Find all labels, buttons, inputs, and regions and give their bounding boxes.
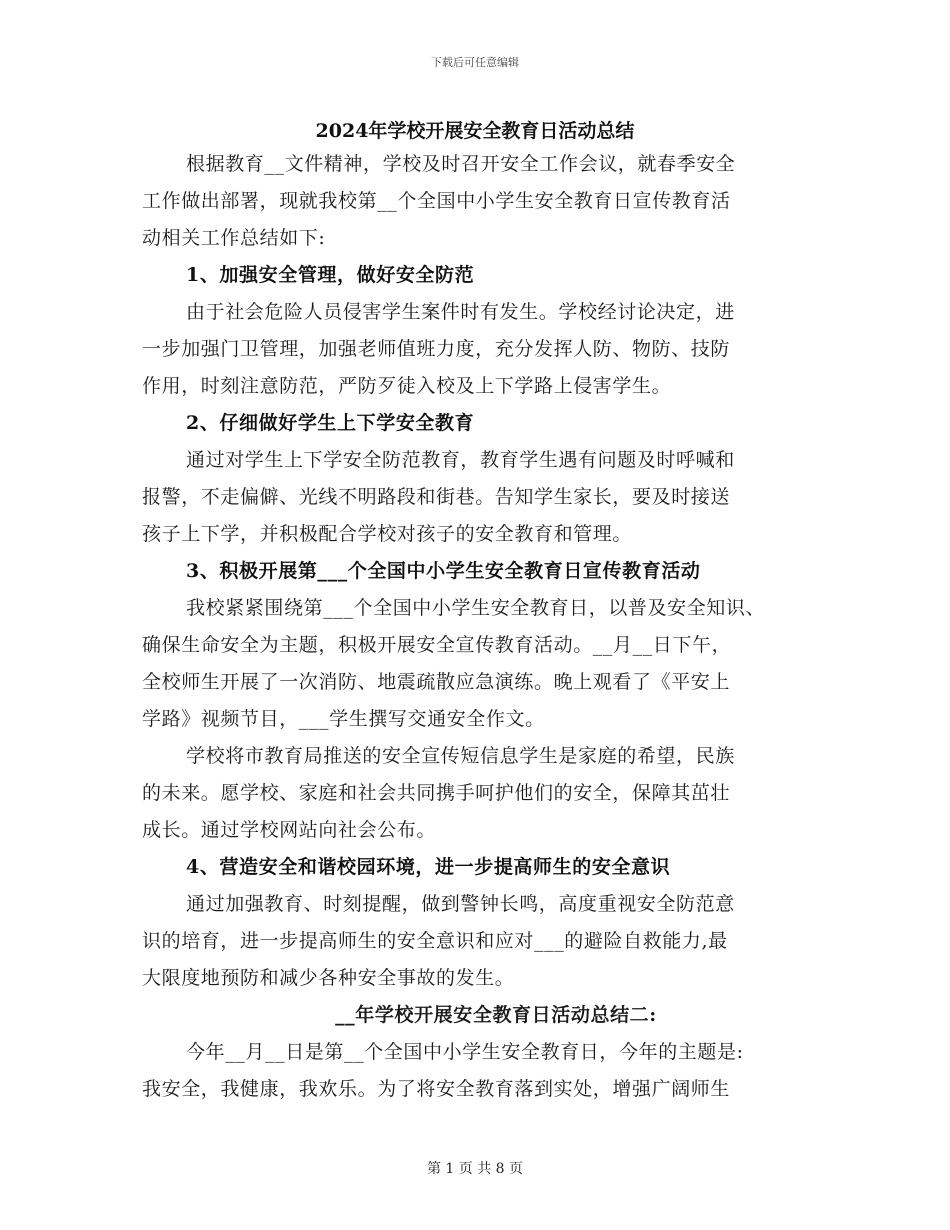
section-3b-line: 的未来。愿学校、家庭和社会共同携手呵护他们的安全，保障其茁壮	[142, 782, 731, 804]
section-3-heading: 3、积极开展第___个全国中小学生安全教育日宣传教育活动	[186, 560, 701, 582]
section-1-line: 作用，时刻注意防范，严防歹徒入校及上下学路上侵害学生。	[142, 375, 672, 397]
section-3-line: 全校师生开展了一次消防、地震疏散应急演练。晚上观看了《平安上	[142, 671, 731, 693]
section-3-line: 我校紧紧围绕第___个全国中小学生安全教育日，以普及安全知识、	[186, 597, 766, 619]
section-1-line: 一步加强门卫管理，加强老师值班力度，充分发挥人防、物防、技防	[142, 338, 731, 360]
intro-line: 根据教育__文件精神，学校及时召开安全工作会议，就春季安全	[186, 153, 736, 175]
section-4-heading: 4、营造安全和谐校园环境，进一步提高师生的安全意识	[186, 856, 671, 878]
second-summary-title: __年学校开展安全教育日活动总结二:	[335, 1004, 657, 1026]
page-header-note: 下载后可任意编辑	[431, 56, 519, 69]
section-3b-line: 成长。通过学校网站向社会公布。	[142, 819, 437, 841]
part-2-line: 今年__月__日是第__个全国中小学生安全教育日，今年的主题是:	[186, 1041, 744, 1063]
section-2-line: 通过对学生上下学安全防范教育，教育学生遇有问题及时呼喊和	[186, 449, 735, 471]
intro-line: 工作做出部署，现就我校第__个全国中小学生安全教育日宣传教育活	[142, 190, 731, 212]
section-4-line: 识的培育，进一步提高师生的安全意识和应对___的避险自救能力,最	[142, 930, 728, 952]
section-2-line: 孩子上下学，并积极配合学校对孩子的安全教育和管理。	[142, 523, 633, 545]
intro-line: 动相关工作总结如下:	[142, 227, 326, 249]
document-title: 2024年学校开展安全教育日活动总结	[315, 120, 635, 142]
part-2-line: 我安全，我健康，我欢乐。为了将安全教育落到实处，增强广阔师生	[142, 1078, 731, 1100]
section-2-heading: 2、仔细做好学生上下学安全教育	[186, 412, 475, 434]
page-number: 第 1 页 共 8 页	[426, 1161, 524, 1177]
section-3-line: 学路》视频节目，___学生撰写交通安全作文。	[142, 708, 545, 730]
section-3b-line: 学校将市教育局推送的安全宣传短信息学生是家庭的希望，民族	[186, 745, 735, 767]
section-1-heading: 1、加强安全管理，做好安全防范	[186, 264, 475, 286]
section-4-line: 通过加强教育、时刻提醒，做到警钟长鸣，高度重视安全防范意	[186, 893, 735, 915]
section-1-line: 由于社会危险人员侵害学生案件时有发生。学校经讨论决定，进	[186, 301, 735, 323]
section-2-line: 报警，不走偏僻、光线不明路段和街巷。告知学生家长，要及时接送	[142, 486, 731, 508]
section-3-line: 确保生命安全为主题，积极开展安全宣传教育活动。__月__日下午，	[142, 634, 732, 656]
section-4-line: 大限度地预防和减少各种安全事故的发生。	[142, 967, 515, 989]
document-body	[142, 146, 822, 1108]
